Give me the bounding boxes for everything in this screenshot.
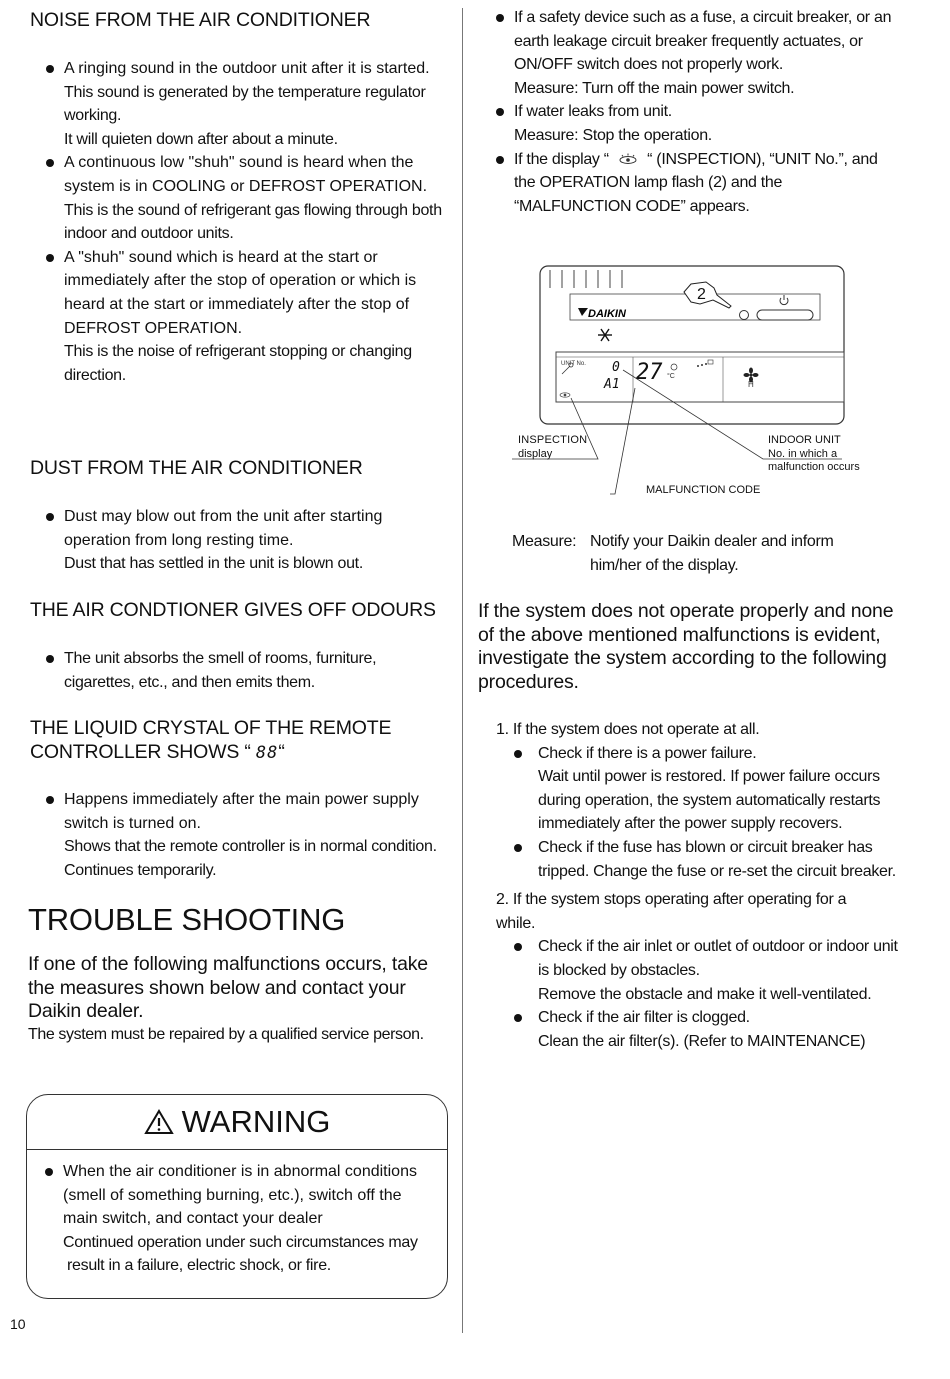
bullet-icon [514,750,522,758]
svg-text:2: 2 [697,286,706,303]
page-number: 10 [10,1316,26,1332]
noise-list [28,57,448,387]
svg-text:No. in which a: No. in which a [768,448,838,460]
section-title-odours: THE AIR CONDTIONER GIVES OFF ODOURS [30,599,436,621]
svg-text:H: H [748,380,754,389]
warning-title: WARNING [181,1104,331,1139]
list-item: Check if the air inlet or outlet of outdoor or indoor unit is blocked by obstacles. Remove the obstacle and make it well-ventilated. [496,935,898,1006]
procedures-list [478,718,898,1053]
svg-text:0: 0 [612,360,620,375]
lcd-list [28,788,448,882]
trouble-shooting-title: TROUBLE SHOOTING [28,902,346,937]
bullet-icon [514,1014,522,1022]
list-item: Check if the fuse has blown or circuit breaker has tripped. Change the fuse or re-set the circuit breaker. [496,836,898,883]
bullet-icon [514,844,522,852]
trouble-lead: If one of the following malfunctions occurs, take the measures shown below and contact your Daikin dealer. [28,953,428,1023]
svg-text:INDOOR UNIT: INDOOR UNIT [768,434,841,446]
on-off-button[interactable] [757,310,813,320]
bullet-icon [46,513,54,521]
list-item: If a safety device such as a fuse, a circuit breaker, or an earth leakage circuit breaker frequently actuates, or ON/OFF switch does not properly work. Measure: Turn off the main power switch. [478,6,896,100]
bullet-icon [46,655,54,663]
list-item: Happens immediately after the main power supply switch is turned on. Shows that the remote controller is in normal condition. Continues temporarily. [28,788,448,882]
list-item: A "shuh" sound which is heard at the start or immediately after the stop of operation or which is heard at the start or immediately after the stop of DEFROST OPERATION. This is the noise of refrigerant stopping or changing direction. [28,246,448,388]
procedures-lead: If the system does not operate properly and none of the above mentioned malfunctions is evident, investigate the system according to the following procedures. [478,600,894,693]
lcd-88-symbol: 88 [255,743,279,763]
remote-controller-diagram [508,262,888,502]
section-title-dust: DUST FROM THE AIR CONDITIONER [30,457,363,479]
inspection-eye-icon [617,153,639,165]
list-item: When the air conditioner is in abnormal conditions (smell of something burning, etc.), switch off the main switch, and contact your dealer Continued operation under such circumstances may result in a failure, electric shock, or fire. [37,1160,437,1278]
list-item: A ringing sound in the outdoor unit after it is started. This sound is generated by the temperature regulator working. It will quieten down after about a minute. [28,57,448,151]
operation-lamp-icon [740,311,749,320]
warning-triangle-icon [144,1109,174,1135]
bullet-icon [514,943,522,951]
svg-text:malfunction occurs: malfunction occurs [768,461,860,473]
svg-text:DAIKIN: DAIKIN [588,308,626,320]
section-title-noise: NOISE FROM THE AIR CONDITIONER [30,9,371,31]
column-divider [462,8,463,1333]
svg-text:UNIT No.: UNIT No. [561,361,586,367]
list-item: Check if there is a power failure. Wait until power is restored. If power failure occurs during operation, the system automatically restarts immediately after the power supply recovers. [496,742,898,836]
list-item: The unit absorbs the smell of rooms, furniture, cigarettes, etc., and then emits them. [28,647,438,694]
svg-text:A1: A1 [604,377,620,392]
warning-body [27,1150,447,1278]
procedure-item: 2. If the system stops operating after operating for a while. Check if the air inlet or outlet of outdoor or indoor unit is blocked by obstacles. Remove the obstacle and make it well-ventilated. Check if the air filter is clogged. Clean the air filter(s). (Refer to MAINTENANCE) [478,888,898,1053]
bullet-icon [496,108,504,116]
svg-text:display: display [518,448,553,460]
bullet-icon [46,65,54,73]
safety-list [478,6,896,218]
section-title-lcd: THE LIQUID CRYSTAL OF THE REMOTE CONTROLLER SHOWS “ 88“ [30,717,392,763]
list-item: If water leaks from unit. Measure: Stop the operation. [478,100,896,147]
list-item: A continuous low "shuh" sound is heard when the system is in COOLING or DEFROST OPERATION. This is the sound of refrigerant gas flowing through both indoor and outdoor units. [28,151,448,245]
bullet-icon [496,14,504,22]
list-item: Dust may blow out from the unit after starting operation from long resting time. Dust that has settled in the unit is blown out. [28,505,448,576]
bullet-icon [496,156,504,164]
dust-list [28,505,448,576]
bullet-icon [46,254,54,262]
procedure-item: 1. If the system does not operate at all. Check if there is a power failure. Wait until power is restored. If power failure occurs during operation, the system automatically restarts immediately after the power supply recovers. Check if the fuse has blown or circuit breaker has tripped. Change the fuse or re-set the circuit breaker. [478,718,898,883]
list-item: Check if the air filter is clogged. Clean the air filter(s). (Refer to MAINTENANCE) [496,1006,898,1053]
svg-text:°C: °C [667,373,675,380]
warning-box [26,1094,448,1299]
svg-text:27: 27 [636,360,663,385]
svg-text:INSPECTION: INSPECTION [518,434,588,446]
warning-header [27,1095,447,1150]
bullet-icon [46,796,54,804]
lcd-display [556,352,844,402]
odours-list [28,647,438,694]
svg-text:MALFUNCTION CODE: MALFUNCTION CODE [646,484,761,496]
list-item: If the display “ “ (INSPECTION), “UNIT No.”, and the OPERATION lamp flash (2) and the “MALFUNCTION CODE” appears. [478,148,896,219]
trouble-note: The system must be repaired by a qualified service person. [28,1026,424,1043]
bullet-icon [45,1168,53,1176]
bullet-icon [46,159,54,167]
